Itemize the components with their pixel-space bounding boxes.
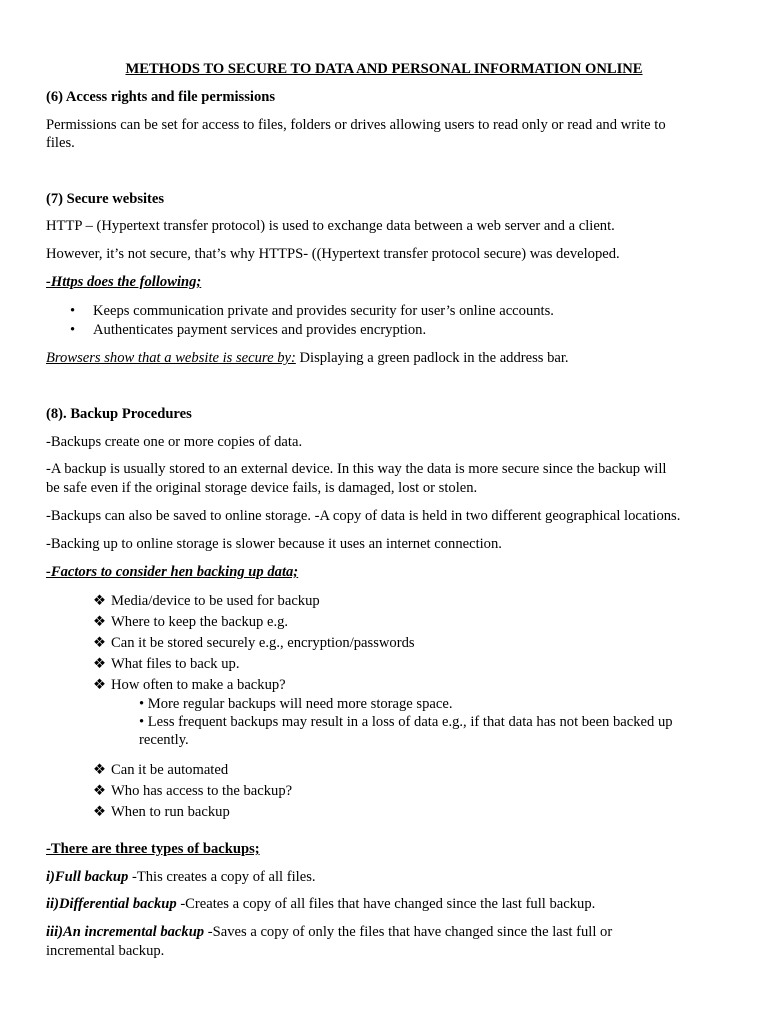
factors-subheading: -Factors to consider hen backing up data; xyxy=(46,564,299,580)
backup-type-text: -Saves a copy of only the files that have changed since the last full or xyxy=(204,924,613,940)
backup-type-label: iii)An incremental backup xyxy=(46,924,205,940)
section-6-text-line-1: Permissions can be set for access to files, folders or drives allowing users to read only or read and write to xyxy=(46,117,666,133)
factor-item: Can it be automated xyxy=(111,762,229,778)
section-6-text-line-2: files. xyxy=(46,135,75,151)
diamond-bullet-icon: ❖ xyxy=(93,656,107,672)
factor-item: Media/device to be used for backup xyxy=(111,593,320,609)
factor-item: Can it be stored securely e.g., encryption/passwords xyxy=(111,635,415,651)
http-paragraph: HTTP – (Hypertext transfer protocol) is used to exchange data between a web server and a client. xyxy=(46,218,615,234)
backup-type-full xyxy=(46,868,730,887)
sub-bullet-item: • More regular backups will need more storage space. xyxy=(139,696,453,712)
backup-paragraph-3: -Backups can also be saved to online storage. -A copy of data is held in two different geographical locations. xyxy=(46,508,681,524)
https-bullet-1: Keeps communication private and provides security for user’s online accounts. xyxy=(93,303,554,319)
backup-paragraph-1: -Backups create one or more copies of data. xyxy=(46,434,303,450)
factor-item: What files to back up. xyxy=(111,656,240,672)
section-7-heading: (7) Secure websites xyxy=(46,191,165,207)
backup-paragraph-2-line-2: be safe even if the original storage device fails, is damaged, lost or stolen. xyxy=(46,480,478,496)
diamond-bullet-icon: ❖ xyxy=(93,614,107,630)
backup-type-label: ii)Differential backup xyxy=(46,896,177,912)
browser-secure-text: Displaying a green padlock in the address bar. xyxy=(295,350,569,366)
backup-type-incremental xyxy=(46,923,730,942)
backup-types-heading: -There are three types of backups; xyxy=(46,841,260,857)
backup-type-differential xyxy=(46,895,730,914)
factor-item: Where to keep the backup e.g. xyxy=(111,614,289,630)
bullet-icon: • xyxy=(70,322,76,338)
factor-item: When to run backup xyxy=(111,804,230,820)
diamond-bullet-icon: ❖ xyxy=(93,593,107,609)
diamond-bullet-icon: ❖ xyxy=(93,677,107,693)
section-8-heading: (8). Backup Procedures xyxy=(46,406,192,422)
backup-type-text: -Creates a copy of all files that have changed since the last full backup. xyxy=(176,896,596,912)
sub-bullet-continuation: recently. xyxy=(139,732,189,748)
factor-item: Who has access to the backup? xyxy=(111,783,293,799)
backup-paragraph-4: -Backing up to online storage is slower because it uses an internet connection. xyxy=(46,536,502,552)
browser-secure-label: Browsers show that a website is secure by: xyxy=(46,350,296,366)
browser-secure-line xyxy=(46,349,730,368)
https-subheading: -Https does the following; xyxy=(46,274,202,290)
section-6-heading: (6) Access rights and file permissions xyxy=(46,89,276,105)
diamond-bullet-icon: ❖ xyxy=(93,804,107,820)
diamond-bullet-icon: ❖ xyxy=(93,783,107,799)
factor-item: How often to make a backup? xyxy=(111,677,286,693)
backup-type-label: i)Full backup xyxy=(46,869,129,885)
diamond-bullet-icon: ❖ xyxy=(93,635,107,651)
document-title: METHODS TO SECURE TO DATA AND PERSONAL INFORMATION ONLINE xyxy=(125,61,643,77)
https-paragraph: However, it’s not secure, that’s why HTTPS- ((Hypertext transfer protocol secure) was developed. xyxy=(46,246,620,262)
https-bullet-2: Authenticates payment services and provides encryption. xyxy=(93,322,427,338)
backup-type-text: -This creates a copy of all files. xyxy=(128,869,316,885)
backup-type-incremental-continuation: incremental backup. xyxy=(46,943,165,959)
backup-paragraph-2-line-1: -A backup is usually stored to an external device. In this way the data is more secure since the backup will xyxy=(46,461,667,477)
bullet-icon: • xyxy=(70,303,76,319)
diamond-bullet-icon: ❖ xyxy=(93,762,107,778)
sub-bullet-item: • Less frequent backups may result in a loss of data e.g., if that data has not been backed up xyxy=(139,714,673,730)
